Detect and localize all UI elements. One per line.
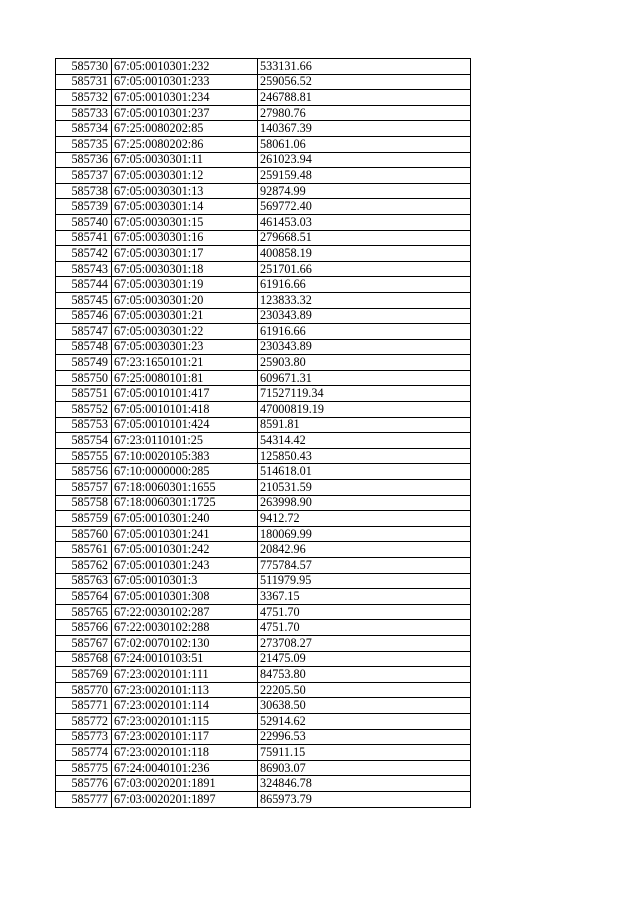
table-row	[56, 713, 471, 729]
row-id-cell: 585746	[56, 308, 112, 324]
amount-cell: 61916.66	[258, 324, 471, 340]
table-row	[56, 791, 471, 807]
cadastral-number-cell: 67:05:0030301:11	[112, 152, 258, 168]
table-row	[56, 402, 471, 418]
row-id-cell: 585743	[56, 261, 112, 277]
cadastral-number-cell: 67:05:0030301:14	[112, 199, 258, 215]
table-row	[56, 542, 471, 558]
amount-cell: 123833.32	[258, 292, 471, 308]
cadastral-number-cell: 67:22:0030102:287	[112, 604, 258, 620]
cadastral-number-cell: 67:05:0010301:242	[112, 542, 258, 558]
amount-cell: 775784.57	[258, 558, 471, 574]
amount-cell: 230343.89	[258, 339, 471, 355]
amount-cell: 279668.51	[258, 230, 471, 246]
row-id-cell: 585730	[56, 59, 112, 75]
row-id-cell: 585745	[56, 292, 112, 308]
row-id-cell: 585738	[56, 183, 112, 199]
row-id-cell: 585742	[56, 246, 112, 262]
row-id-cell: 585766	[56, 620, 112, 636]
table-row	[56, 199, 471, 215]
table-row	[56, 511, 471, 527]
cadastral-number-cell: 67:05:0030301:20	[112, 292, 258, 308]
table-row	[56, 168, 471, 184]
amount-cell: 61916.66	[258, 277, 471, 293]
row-id-cell: 585764	[56, 589, 112, 605]
amount-cell: 251701.66	[258, 261, 471, 277]
table-row	[56, 214, 471, 230]
row-id-cell: 585763	[56, 573, 112, 589]
row-id-cell: 585734	[56, 121, 112, 137]
cadastral-number-cell: 67:05:0010301:243	[112, 558, 258, 574]
table-row	[56, 667, 471, 683]
table-row	[56, 729, 471, 745]
cadastral-number-cell: 67:24:0010103:51	[112, 651, 258, 667]
row-id-cell: 585762	[56, 558, 112, 574]
cadastral-number-cell: 67:05:0010301:240	[112, 511, 258, 527]
row-id-cell: 585748	[56, 339, 112, 355]
table-row	[56, 573, 471, 589]
row-id-cell: 585753	[56, 417, 112, 433]
row-id-cell: 585747	[56, 324, 112, 340]
amount-cell: 54314.42	[258, 433, 471, 449]
cadastral-number-cell: 67:05:0030301:17	[112, 246, 258, 262]
table-row	[56, 651, 471, 667]
row-id-cell: 585775	[56, 760, 112, 776]
row-id-cell: 585771	[56, 698, 112, 714]
table-row	[56, 105, 471, 121]
amount-cell: 609671.31	[258, 370, 471, 386]
cadastral-number-cell: 67:05:0030301:13	[112, 183, 258, 199]
amount-cell: 461453.03	[258, 214, 471, 230]
amount-cell: 569772.40	[258, 199, 471, 215]
row-id-cell: 585767	[56, 635, 112, 651]
amount-cell: 273708.27	[258, 635, 471, 651]
amount-cell: 400858.19	[258, 246, 471, 262]
amount-cell: 47000819.19	[258, 402, 471, 418]
cadastral-number-cell: 67:05:0010301:232	[112, 59, 258, 75]
row-id-cell: 585754	[56, 433, 112, 449]
cadastral-number-cell: 67:02:0070102:130	[112, 635, 258, 651]
table-row	[56, 495, 471, 511]
amount-cell: 263998.90	[258, 495, 471, 511]
row-id-cell: 585777	[56, 791, 112, 807]
amount-cell: 92874.99	[258, 183, 471, 199]
amount-cell: 27980.76	[258, 105, 471, 121]
cadastral-number-cell: 67:05:0010101:418	[112, 402, 258, 418]
table-row	[56, 121, 471, 137]
table-row	[56, 448, 471, 464]
amount-cell: 86903.07	[258, 760, 471, 776]
table-row	[56, 136, 471, 152]
cadastral-number-cell: 67:23:0020101:118	[112, 745, 258, 761]
row-id-cell: 585741	[56, 230, 112, 246]
amount-cell: 259159.48	[258, 168, 471, 184]
row-id-cell: 585756	[56, 464, 112, 480]
table-row	[56, 464, 471, 480]
amount-cell: 246788.81	[258, 90, 471, 106]
table-row	[56, 433, 471, 449]
cadastral-number-cell: 67:05:0030301:12	[112, 168, 258, 184]
table-row	[56, 526, 471, 542]
table-row	[56, 604, 471, 620]
amount-cell: 22996.53	[258, 729, 471, 745]
amount-cell: 230343.89	[258, 308, 471, 324]
cadastral-number-cell: 67:05:0010301:3	[112, 573, 258, 589]
row-id-cell: 585755	[56, 448, 112, 464]
table-row	[56, 308, 471, 324]
cadastral-number-cell: 67:23:0110101:25	[112, 433, 258, 449]
row-id-cell: 585737	[56, 168, 112, 184]
cadastral-number-cell: 67:25:0080202:86	[112, 136, 258, 152]
row-id-cell: 585750	[56, 370, 112, 386]
amount-cell: 9412.72	[258, 511, 471, 527]
cadastral-number-cell: 67:05:0030301:21	[112, 308, 258, 324]
row-id-cell: 585740	[56, 214, 112, 230]
data-table	[55, 58, 471, 808]
amount-cell: 4751.70	[258, 620, 471, 636]
row-id-cell: 585757	[56, 480, 112, 496]
amount-cell: 514618.01	[258, 464, 471, 480]
row-id-cell: 585765	[56, 604, 112, 620]
table-row	[56, 355, 471, 371]
table-row	[56, 760, 471, 776]
cadastral-number-cell: 67:18:0060301:1725	[112, 495, 258, 511]
row-id-cell: 585739	[56, 199, 112, 215]
row-id-cell: 585772	[56, 713, 112, 729]
cadastral-number-cell: 67:25:0080101:81	[112, 370, 258, 386]
table-row	[56, 480, 471, 496]
amount-cell: 8591.81	[258, 417, 471, 433]
cadastral-number-cell: 67:23:1650101:21	[112, 355, 258, 371]
amount-cell: 511979.95	[258, 573, 471, 589]
row-id-cell: 585749	[56, 355, 112, 371]
table-row	[56, 589, 471, 605]
amount-cell: 20842.96	[258, 542, 471, 558]
amount-cell: 324846.78	[258, 776, 471, 792]
amount-cell: 84753.80	[258, 667, 471, 683]
table-row	[56, 246, 471, 262]
row-id-cell: 585744	[56, 277, 112, 293]
table-row	[56, 417, 471, 433]
cadastral-number-cell: 67:05:0030301:19	[112, 277, 258, 293]
row-id-cell: 585776	[56, 776, 112, 792]
table-row	[56, 324, 471, 340]
cadastral-number-cell: 67:18:0060301:1655	[112, 480, 258, 496]
amount-cell: 210531.59	[258, 480, 471, 496]
amount-cell: 140367.39	[258, 121, 471, 137]
table-row	[56, 230, 471, 246]
amount-cell: 125850.43	[258, 448, 471, 464]
cadastral-number-cell: 67:05:0010101:417	[112, 386, 258, 402]
row-id-cell: 585768	[56, 651, 112, 667]
cadastral-number-cell: 67:05:0030301:18	[112, 261, 258, 277]
cadastral-number-cell: 67:10:0000000:285	[112, 464, 258, 480]
amount-cell: 180069.99	[258, 526, 471, 542]
cadastral-number-cell: 67:03:0020201:1897	[112, 791, 258, 807]
cadastral-number-cell: 67:05:0010301:234	[112, 90, 258, 106]
amount-cell: 30638.50	[258, 698, 471, 714]
cadastral-number-cell: 67:03:0020201:1891	[112, 776, 258, 792]
amount-cell: 4751.70	[258, 604, 471, 620]
table-row	[56, 292, 471, 308]
table-row	[56, 682, 471, 698]
amount-cell: 52914.62	[258, 713, 471, 729]
amount-cell: 3367.15	[258, 589, 471, 605]
table-row	[56, 698, 471, 714]
amount-cell: 22205.50	[258, 682, 471, 698]
row-id-cell: 585735	[56, 136, 112, 152]
cadastral-number-cell: 67:05:0010301:237	[112, 105, 258, 121]
cadastral-number-cell: 67:23:0020101:111	[112, 667, 258, 683]
cadastral-number-cell: 67:25:0080202:85	[112, 121, 258, 137]
table-row	[56, 776, 471, 792]
amount-cell: 75911.15	[258, 745, 471, 761]
cadastral-number-cell: 67:05:0010101:424	[112, 417, 258, 433]
table-row	[56, 74, 471, 90]
table-row	[56, 183, 471, 199]
amount-cell: 25903.80	[258, 355, 471, 371]
table-body	[56, 59, 471, 808]
row-id-cell: 585758	[56, 495, 112, 511]
cadastral-number-cell: 67:23:0020101:114	[112, 698, 258, 714]
cadastral-number-cell: 67:23:0020101:113	[112, 682, 258, 698]
row-id-cell: 585759	[56, 511, 112, 527]
row-id-cell: 585760	[56, 526, 112, 542]
table-row	[56, 339, 471, 355]
table-row	[56, 386, 471, 402]
amount-cell: 533131.66	[258, 59, 471, 75]
row-id-cell: 585732	[56, 90, 112, 106]
table-row	[56, 59, 471, 75]
amount-cell: 261023.94	[258, 152, 471, 168]
table-row	[56, 277, 471, 293]
table-row	[56, 635, 471, 651]
cadastral-number-cell: 67:05:0030301:23	[112, 339, 258, 355]
cadastral-number-cell: 67:05:0030301:22	[112, 324, 258, 340]
row-id-cell: 585752	[56, 402, 112, 418]
cadastral-number-cell: 67:05:0010301:241	[112, 526, 258, 542]
row-id-cell: 585751	[56, 386, 112, 402]
cadastral-number-cell: 67:22:0030102:288	[112, 620, 258, 636]
cadastral-number-cell: 67:24:0040101:236	[112, 760, 258, 776]
cadastral-number-cell: 67:10:0020105:383	[112, 448, 258, 464]
table-row	[56, 90, 471, 106]
table-row	[56, 745, 471, 761]
document-page	[55, 58, 471, 808]
row-id-cell: 585733	[56, 105, 112, 121]
row-id-cell: 585773	[56, 729, 112, 745]
amount-cell: 21475.09	[258, 651, 471, 667]
row-id-cell: 585770	[56, 682, 112, 698]
table-row	[56, 152, 471, 168]
table-row	[56, 620, 471, 636]
table-row	[56, 370, 471, 386]
row-id-cell: 585761	[56, 542, 112, 558]
table-row	[56, 261, 471, 277]
row-id-cell: 585731	[56, 74, 112, 90]
cadastral-number-cell: 67:05:0030301:15	[112, 214, 258, 230]
table-row	[56, 558, 471, 574]
cadastral-number-cell: 67:23:0020101:115	[112, 713, 258, 729]
cadastral-number-cell: 67:05:0010301:308	[112, 589, 258, 605]
amount-cell: 259056.52	[258, 74, 471, 90]
amount-cell: 58061.06	[258, 136, 471, 152]
row-id-cell: 585769	[56, 667, 112, 683]
row-id-cell: 585774	[56, 745, 112, 761]
amount-cell: 71527119.34	[258, 386, 471, 402]
row-id-cell: 585736	[56, 152, 112, 168]
cadastral-number-cell: 67:05:0030301:16	[112, 230, 258, 246]
amount-cell: 865973.79	[258, 791, 471, 807]
cadastral-number-cell: 67:05:0010301:233	[112, 74, 258, 90]
cadastral-number-cell: 67:23:0020101:117	[112, 729, 258, 745]
